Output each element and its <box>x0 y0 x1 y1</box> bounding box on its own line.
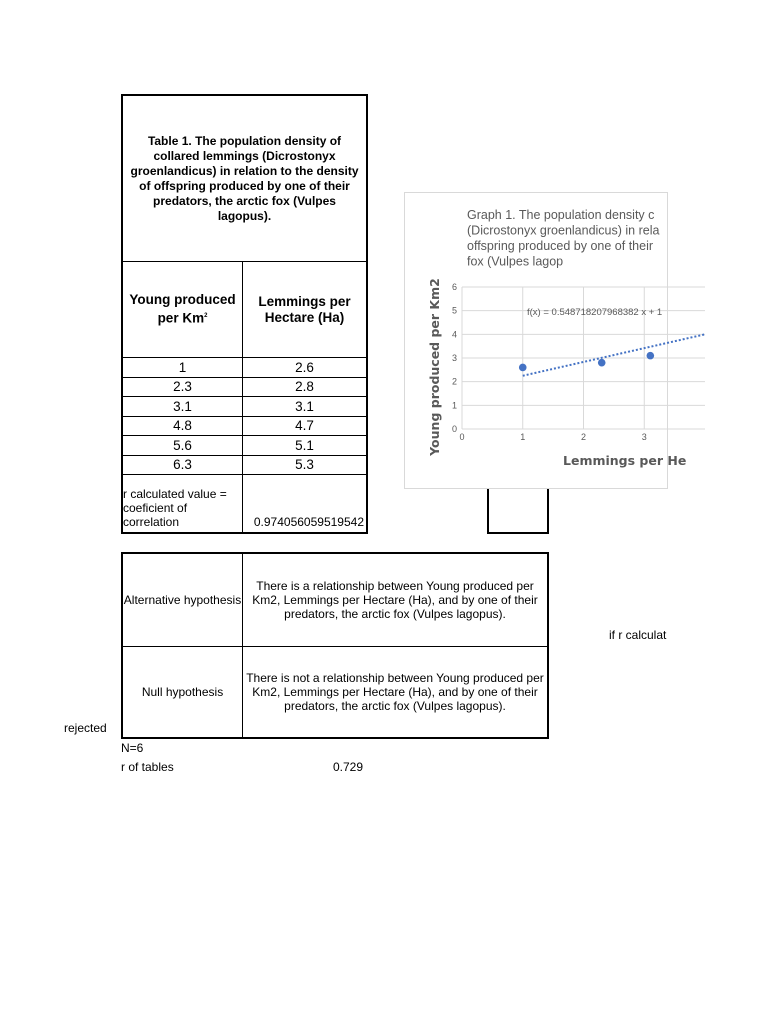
r-calculated-value: 0.974056059519542 <box>253 515 364 529</box>
table-cell: 4.8 <box>123 417 243 437</box>
table-cell: 1 <box>123 358 243 378</box>
chart-ticks <box>452 282 647 442</box>
r-tables-label: r of tables <box>121 760 174 774</box>
r-calculated-label: r calculated value = coeficient of correlation <box>123 475 243 532</box>
x-tick-label: 2 <box>580 432 587 442</box>
table-cell: 3.1 <box>123 397 243 417</box>
table-cell: 6.3 <box>123 456 243 476</box>
header-young-produced: Young produced per Km$^2$ <box>123 262 243 358</box>
trend-equation: f(x) = 0.548718207968382 x + 1 <box>527 307 663 318</box>
chart-title-line: fox (Vulpes lagop <box>467 254 564 269</box>
x-tick-label: 1 <box>520 432 526 442</box>
y-axis-label: Young produced per Km2 <box>427 278 442 456</box>
chart-title-line: Graph 1. The population density c <box>467 208 655 222</box>
x-tick-label: 0 <box>459 432 465 442</box>
x-tick-label: 3 <box>641 432 647 442</box>
y-tick-label: 6 <box>451 282 457 292</box>
table-cell: 5.6 <box>123 436 243 456</box>
table-1 <box>121 94 368 534</box>
alternative-hypothesis-text: There is a relationship between Young produced per Km2, Lemmings per Hectare (Ha), and by one of their predators, the arctic fox (Vulpes lagopus). <box>252 579 538 621</box>
table-cell: 2.6 <box>243 358 366 378</box>
alternative-hypothesis-label: Alternative hypothesis <box>123 554 243 646</box>
r-tables-value: 0.729 <box>333 760 364 774</box>
y-tick-label: 5 <box>451 305 457 316</box>
empty-cell-box <box>487 488 549 534</box>
y-tick-label: 4 <box>451 329 457 340</box>
table-cell: 4.7 <box>243 417 366 437</box>
y-tick-label: 2 <box>451 376 457 387</box>
data-point <box>519 364 527 372</box>
data-point <box>598 359 606 367</box>
data-point <box>647 352 655 360</box>
chart-title-line: offspring produced by one of their <box>467 239 654 253</box>
y-tick-label: 1 <box>451 400 457 411</box>
x-axis-label: Lemmings per He <box>563 453 687 468</box>
hypothesis-table <box>121 552 549 739</box>
null-hypothesis-text: There is not a relationship between Young produced per Km2, Lemmings per Hectare (Ha), and by one of their predators, the arctic fox (Vulpes lagopus). <box>246 671 544 713</box>
table-1-title: Table 1. The population density of collared lemmings (Dicrostonyx groenlandicus) in relation to the density of offspring produced by one of their predators, the arctic fox (Vulpes lagopus). <box>123 96 366 262</box>
trend-line <box>523 334 705 375</box>
table-cell: 5.3 <box>243 456 366 476</box>
y-tick-label: 3 <box>451 353 457 363</box>
header-lemmings-per-hectare: Lemmings per Hectare (Ha) <box>243 262 366 358</box>
null-hypothesis-label: Null hypothesis <box>123 647 243 737</box>
if-r-calculated-note: if r calculat <box>609 628 667 642</box>
table-cell: 5.1 <box>243 436 366 456</box>
y-tick-label: 0 <box>451 424 457 434</box>
sample-size: N=6 <box>121 741 144 755</box>
scatter-chart <box>405 193 705 490</box>
table-cell: 2.8 <box>243 378 366 398</box>
table-cell: 3.1 <box>243 397 366 417</box>
chart-title-line: (Dicrostonyx groenlandicus) in rela <box>467 223 660 238</box>
table-cell: 2.3 <box>123 378 243 398</box>
chart-title <box>467 208 659 269</box>
graph-1 <box>404 192 687 489</box>
rejected-note: rejected <box>64 721 107 735</box>
